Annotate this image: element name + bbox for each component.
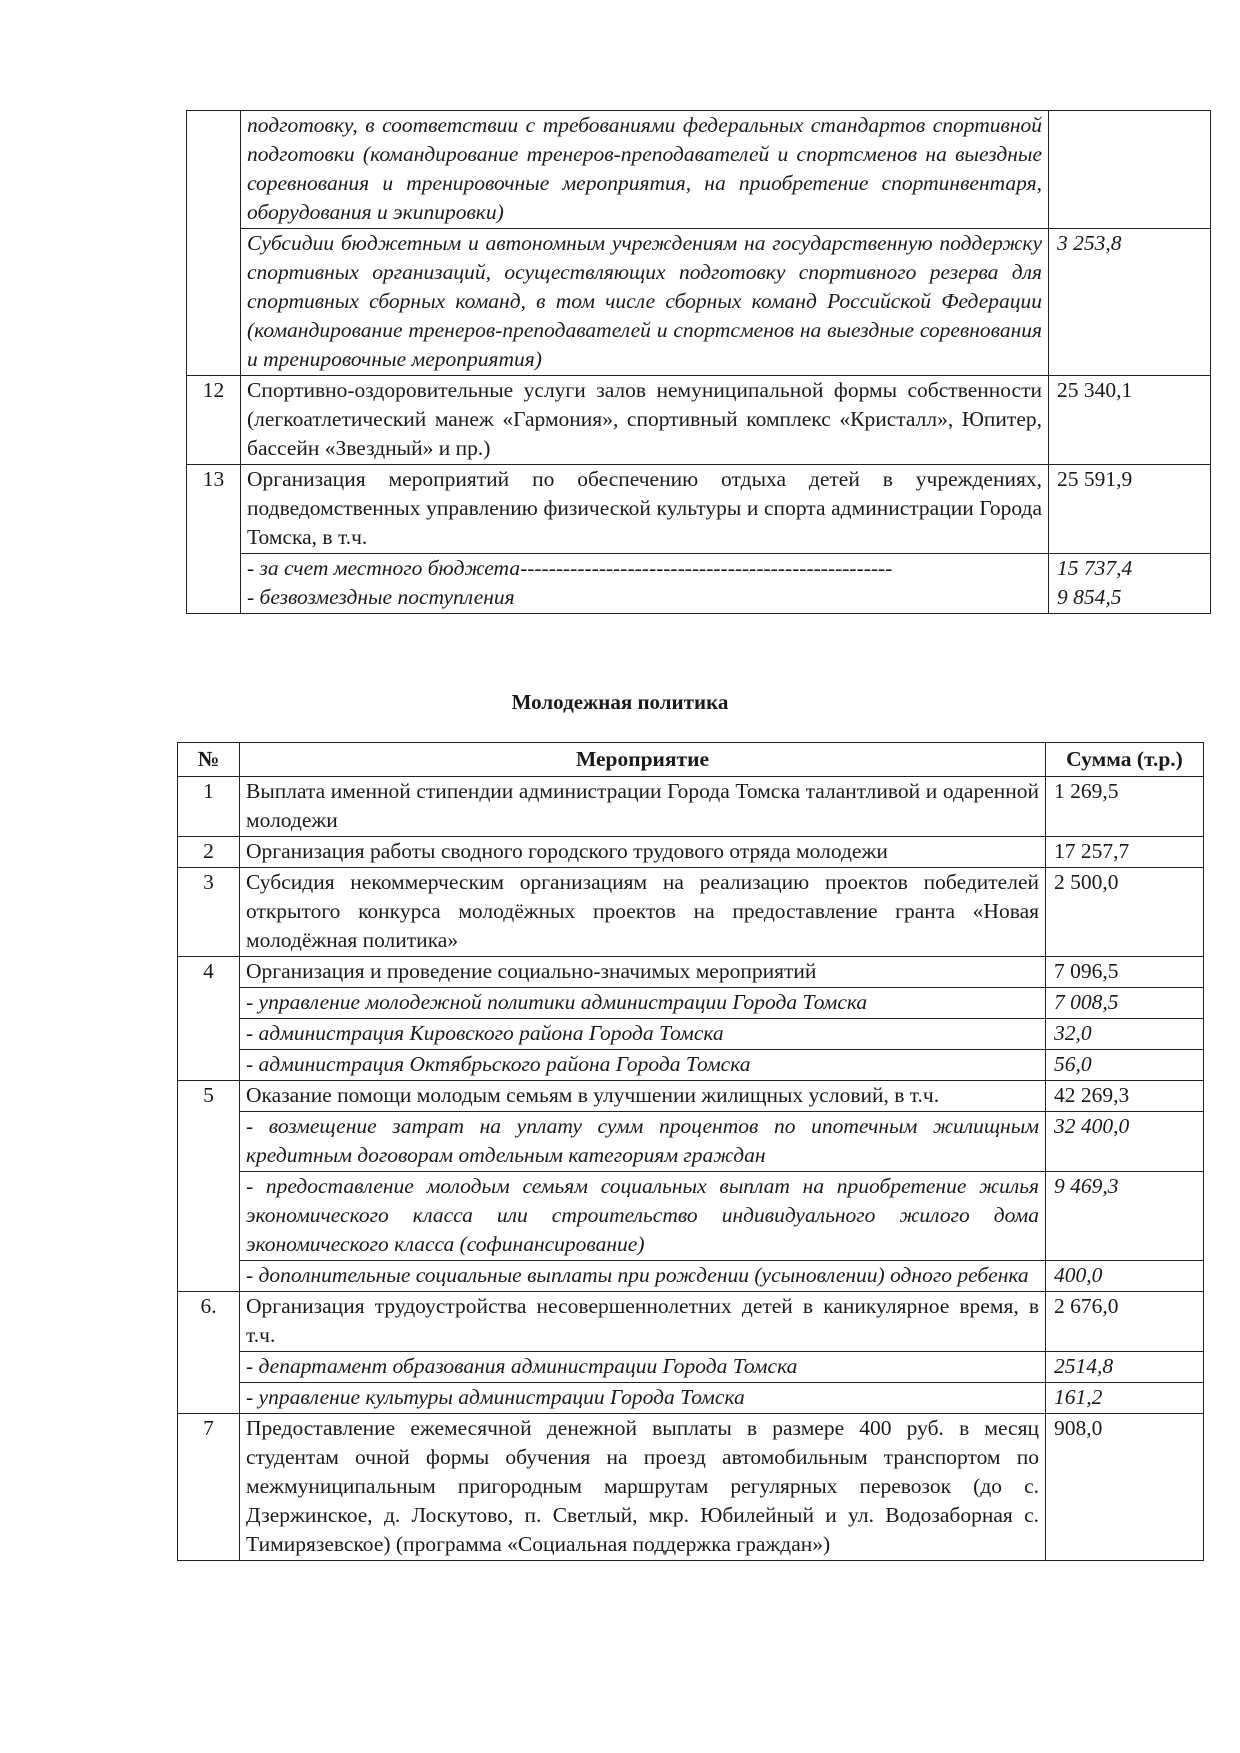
table-row bbox=[178, 988, 1204, 1019]
amount: 25 591,9 bbox=[1049, 465, 1211, 554]
table-row bbox=[178, 1019, 1204, 1050]
table-row bbox=[178, 1081, 1204, 1112]
amount: 32 400,0 bbox=[1046, 1112, 1204, 1172]
amount: 25 340,1 bbox=[1049, 376, 1211, 465]
event-description: - за счет местного бюджета---------------------------------------------------- - безвозмездные поступления bbox=[241, 554, 1049, 614]
event-description: Организация мероприятий по обеспечению отдыха детей в учреждениях, подведомственных управлению физической культуры и спорта администрации Города Томска, в т.ч. bbox=[241, 465, 1049, 554]
amount: 32,0 bbox=[1046, 1019, 1204, 1050]
amount: 9 469,3 bbox=[1046, 1172, 1204, 1261]
row-number: 12 bbox=[187, 376, 241, 465]
sports-budget-table bbox=[186, 110, 1211, 614]
amount: 908,0 bbox=[1046, 1414, 1204, 1561]
table-row bbox=[187, 376, 1211, 465]
event-description: Субсидии бюджетным и автономным учреждениям на государственную поддержку спортивных организаций, осуществляющих подготовку спортивного резерва для спортивных сборных команд, в том числе сборных команд Российской Федерации (командирование тренеров-преподавателей и спортсменов на выездные соревнования и тренировочные мероприятия) bbox=[241, 229, 1049, 376]
amount bbox=[1049, 111, 1211, 229]
event-description: - возмещение затрат на уплату сумм процентов по ипотечным жилищным кредитным договорам отдельным категориям граждан bbox=[240, 1112, 1046, 1172]
event-description: - департамент образования администрации Города Томска bbox=[240, 1352, 1046, 1383]
table-row bbox=[178, 1292, 1204, 1352]
table-row bbox=[187, 465, 1211, 554]
table-row bbox=[178, 1352, 1204, 1383]
amount: 7 096,5 bbox=[1046, 957, 1204, 988]
header-number: № bbox=[178, 743, 240, 777]
table-row bbox=[178, 777, 1204, 837]
row-number: 4 bbox=[178, 957, 240, 1081]
event-description: - управление молодежной политики администрации Города Томска bbox=[240, 988, 1046, 1019]
amount: 2 500,0 bbox=[1046, 868, 1204, 957]
event-description: - администрация Октябрьского района Города Томска bbox=[240, 1050, 1046, 1081]
row-number: 13 bbox=[187, 465, 241, 614]
amount: 2 676,0 bbox=[1046, 1292, 1204, 1352]
event-description: - управление культуры администрации Города Томска bbox=[240, 1383, 1046, 1414]
amount: 15 737,4 9 854,5 bbox=[1049, 554, 1211, 614]
table-row bbox=[187, 554, 1211, 614]
event-description: Оказание помощи молодым семьям в улучшении жилищных условий, в т.ч. bbox=[240, 1081, 1046, 1112]
row-number: 2 bbox=[178, 837, 240, 868]
table-row bbox=[178, 1112, 1204, 1172]
event-description: - дополнительные социальные выплаты при рождении (усыновлении) одного ребенка bbox=[240, 1261, 1046, 1292]
event-description: подготовку, в соответствии с требованиями федеральных стандартов спортивной подготовки (командирование тренеров-преподавателей и спортсменов на выездные соревнования и тренировочные мероприятия, на приобретение спортинвентаря, оборудования и экипировки) bbox=[241, 111, 1049, 229]
event-description: Организация и проведение социально-значимых мероприятий bbox=[240, 957, 1046, 988]
amount: 42 269,3 bbox=[1046, 1081, 1204, 1112]
youth-policy-table bbox=[177, 742, 1204, 1561]
event-description: Предоставление ежемесячной денежной выплаты в размере 400 руб. в месяц студентам очной формы обучения на проезд автомобильным транспортом по межмуниципальным пригородным маршрутам регулярных перевозок (до с. Дзержинское, д. Лоскутово, п. Светлый, мкр. Юбилейный и ул. Водозаборная с. Тимирязевское) (программа «Социальная поддержка граждан») bbox=[240, 1414, 1046, 1561]
amount: 17 257,7 bbox=[1046, 837, 1204, 868]
section-title: Молодежная политика bbox=[511, 690, 729, 714]
table-row bbox=[178, 1414, 1204, 1561]
table-row bbox=[178, 868, 1204, 957]
table-header-row bbox=[178, 743, 1204, 777]
row-number: 3 bbox=[178, 868, 240, 957]
amount: 56,0 bbox=[1046, 1050, 1204, 1081]
event-description: Спортивно-оздоровительные услуги залов немуниципальной формы собственности (легкоатлетический манеж «Гармония», спортивный комплекс «Кристалл», Юпитер, бассейн «Звездный» и пр.) bbox=[241, 376, 1049, 465]
table-body bbox=[187, 111, 1211, 614]
event-description: - предоставление молодым семьям социальных выплат на приобретение жилья экономического класса или строительство индивидуального жилого дома экономического класса (софинансирование) bbox=[240, 1172, 1046, 1261]
table-row bbox=[178, 1050, 1204, 1081]
event-description: - администрация Кировского района Города Томска bbox=[240, 1019, 1046, 1050]
event-description: Субсидия некоммерческим организациям на реализацию проектов победителей открытого конкурса молодёжных проектов на предоставление гранта «Новая молодёжная политика» bbox=[240, 868, 1046, 957]
table-row bbox=[178, 1261, 1204, 1292]
table-body bbox=[178, 777, 1204, 1561]
table-row bbox=[187, 229, 1211, 376]
amount: 3 253,8 bbox=[1049, 229, 1211, 376]
row-number: 7 bbox=[178, 1414, 240, 1561]
amount: 400,0 bbox=[1046, 1261, 1204, 1292]
amount: 7 008,5 bbox=[1046, 988, 1204, 1019]
row-number bbox=[187, 111, 241, 376]
header-event: Мероприятие bbox=[240, 743, 1046, 777]
event-description: Выплата именной стипендии администрации Города Томска талантливой и одаренной молодежи bbox=[240, 777, 1046, 837]
table-row bbox=[187, 111, 1211, 229]
event-description: Организация трудоустройства несовершеннолетних детей в каникулярное время, в т.ч. bbox=[240, 1292, 1046, 1352]
amount: 1 269,5 bbox=[1046, 777, 1204, 837]
header-sum: Сумма (т.р.) bbox=[1046, 743, 1204, 777]
row-number: 1 bbox=[178, 777, 240, 837]
event-description: Организация работы сводного городского трудового отряда молодежи bbox=[240, 837, 1046, 868]
table-row bbox=[178, 837, 1204, 868]
amount: 2514,8 bbox=[1046, 1352, 1204, 1383]
amount: 161,2 bbox=[1046, 1383, 1204, 1414]
row-number: 6. bbox=[178, 1292, 240, 1414]
row-number: 5 bbox=[178, 1081, 240, 1292]
table-row bbox=[178, 957, 1204, 988]
table-row bbox=[178, 1172, 1204, 1261]
table-row bbox=[178, 1383, 1204, 1414]
